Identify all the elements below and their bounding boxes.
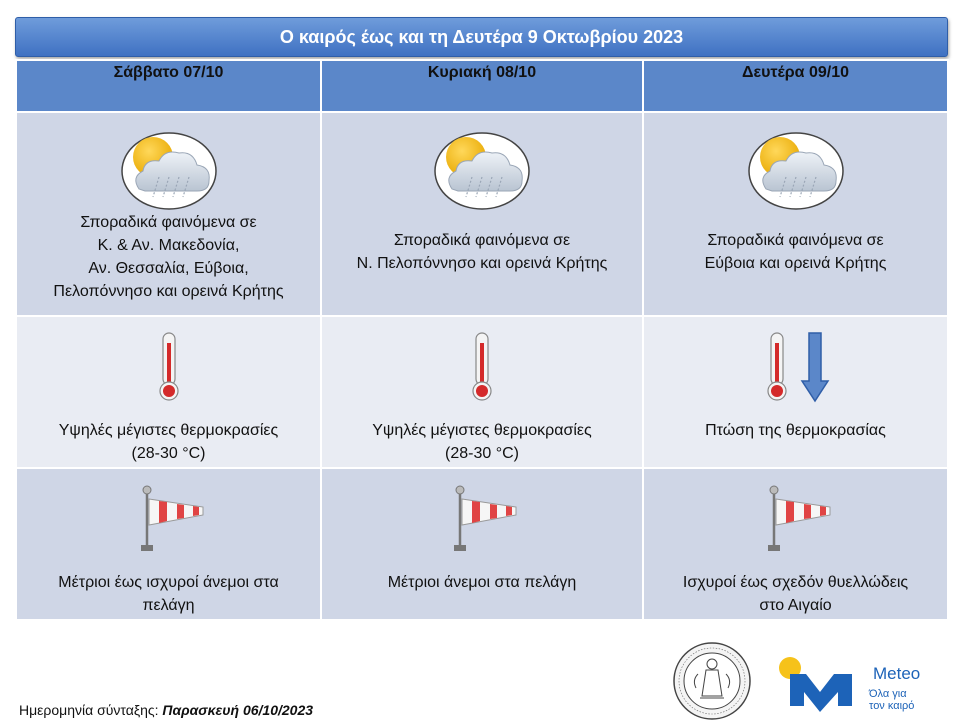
wind-text: Ισχυροί έως σχεδόν θυελλώδεις στο Αιγαίο: [682, 574, 909, 614]
meteo-name: Meteo: [873, 664, 921, 683]
wind-text: Μέτριοι άνεμοι στα πελάγη: [387, 574, 577, 591]
page-title: Ο καιρός έως και τη Δευτέρα 9 Οκτωβρίου 2023: [15, 17, 948, 57]
composition-date: [19, 702, 313, 718]
windsock-icon: [129, 485, 209, 555]
national-observatory-seal-icon: [672, 640, 752, 722]
day-header: Σάββατο 07/10: [16, 60, 321, 112]
date-label: Ημερομηνία σύνταξης:: [19, 702, 159, 718]
down-arrow-icon: [800, 331, 830, 403]
weather-text: Σποραδικά φαινόμενα σε Κ. & Αν. Μακεδονία, Αν. Θεσσαλία, Εύβοια, Πελοπόννησο και ορεινά Κρήτης: [53, 214, 284, 300]
thermometer-icon: [467, 331, 497, 403]
thermometer-icon: [762, 331, 792, 403]
wind-text: Μέτριοι έως ισχυροί άνεμοι στα πελάγη: [58, 574, 279, 614]
temperature-text: Πτώση της θερμοκρασίας: [705, 422, 886, 439]
day-header-row: [16, 60, 948, 112]
day-header: Κυριακή 08/10: [321, 60, 643, 112]
sun-cloud-rain-icon: [432, 127, 532, 211]
forecast-table: [15, 59, 949, 621]
wind-row: [16, 468, 948, 620]
meteo-logo-icon: [776, 654, 868, 714]
temperature-row: [16, 316, 948, 468]
weather-text: Σποραδικά φαινόμενα σε Εύβοια και ορεινά Κρήτης: [704, 232, 887, 272]
thermometer-icon: [154, 331, 184, 403]
weather-row: [16, 112, 948, 316]
meteo-tagline: Όλα για τον καιρό: [869, 688, 915, 712]
sun-cloud-rain-icon: [119, 127, 219, 211]
weather-text: Σποραδικά φαινόμενα σε Ν. Πελοπόννησο και ορεινά Κρήτης: [356, 232, 608, 272]
sun-cloud-rain-icon: [746, 127, 846, 211]
temperature-text: Υψηλές μέγιστες θερμοκρασίες (28-30 °C): [372, 422, 592, 462]
windsock-icon: [442, 485, 522, 555]
date-value: Παρασκευή 06/10/2023: [162, 702, 314, 718]
temperature-text: Υψηλές μέγιστες θερμοκρασίες (28-30 °C): [58, 422, 279, 462]
day-header: Δευτέρα 09/10: [643, 60, 948, 112]
windsock-icon: [756, 485, 836, 555]
